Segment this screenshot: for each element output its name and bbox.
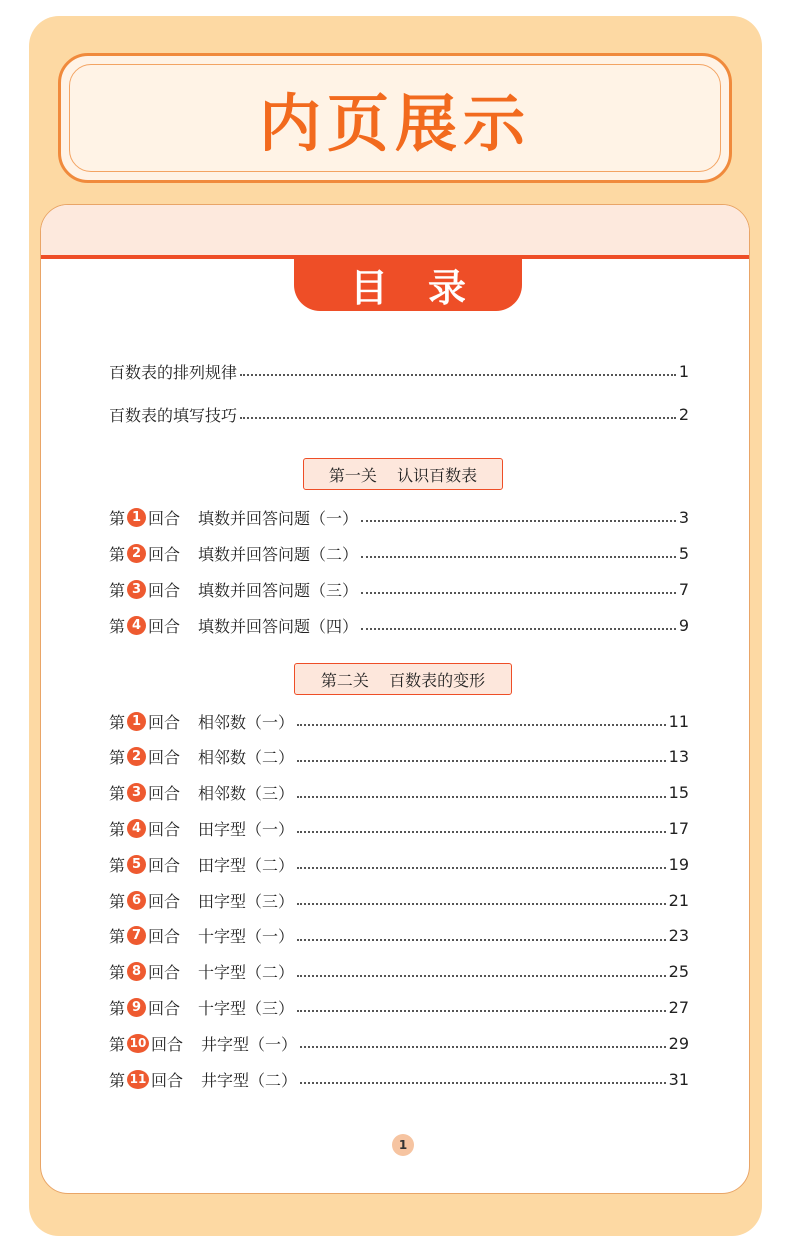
page-title: 内页展示 bbox=[258, 86, 531, 160]
toc-entry-label: 百数表的填写技巧 bbox=[109, 405, 238, 425]
round-prefix: 第 bbox=[109, 508, 126, 528]
dot-leader bbox=[297, 760, 666, 762]
dot-leader bbox=[240, 417, 676, 419]
round-label bbox=[109, 745, 294, 768]
round-number-badge: 9 bbox=[127, 998, 146, 1017]
round-prefix: 第 bbox=[109, 748, 126, 768]
round-prefix: 第 bbox=[109, 616, 126, 636]
round-number-badge: 1 bbox=[127, 712, 146, 731]
toc-entry-page: 31 bbox=[668, 1069, 689, 1089]
dot-leader bbox=[361, 628, 676, 630]
toc-entry-page: 9 bbox=[678, 615, 689, 635]
toc-entry-title: 井字型（一） bbox=[201, 1034, 298, 1054]
toc-entry-title: 相邻数（一） bbox=[198, 712, 295, 732]
toc-entry-page: 29 bbox=[668, 1033, 689, 1053]
round-label bbox=[109, 889, 294, 912]
toc-entry[interactable] bbox=[109, 359, 689, 383]
round-label bbox=[109, 614, 358, 637]
toc-entry-title: 十字型（一） bbox=[198, 927, 295, 947]
round-label bbox=[109, 853, 294, 876]
toc-entry-page: 11 bbox=[668, 711, 689, 731]
round-number-badge: 2 bbox=[127, 747, 146, 766]
round-label bbox=[109, 960, 294, 983]
toc-round-entry[interactable] bbox=[109, 745, 689, 769]
round-suffix: 回合 bbox=[151, 1070, 184, 1090]
toc-entry-page: 2 bbox=[678, 404, 689, 424]
round-suffix: 回合 bbox=[148, 616, 181, 636]
dot-leader bbox=[361, 556, 676, 558]
dot-leader bbox=[297, 975, 666, 977]
round-suffix: 回合 bbox=[148, 891, 181, 911]
toc-entry-page: 17 bbox=[668, 818, 689, 838]
toc-entry-title: 田字型（一） bbox=[198, 819, 295, 839]
round-label bbox=[109, 996, 294, 1019]
round-suffix: 回合 bbox=[148, 544, 181, 564]
round-number-badge: 10 bbox=[127, 1034, 149, 1053]
toc-round-entry[interactable] bbox=[109, 1031, 689, 1055]
toc-entry-page: 25 bbox=[668, 962, 689, 982]
page-number-badge: 1 bbox=[392, 1134, 414, 1156]
round-prefix: 第 bbox=[109, 963, 126, 983]
dot-leader bbox=[361, 592, 676, 594]
round-number-badge: 1 bbox=[127, 508, 146, 527]
dot-leader bbox=[240, 374, 676, 376]
round-label bbox=[109, 506, 358, 529]
round-suffix: 回合 bbox=[148, 748, 181, 768]
round-prefix: 第 bbox=[109, 712, 126, 732]
dot-leader bbox=[297, 867, 666, 869]
round-suffix: 回合 bbox=[148, 855, 181, 875]
round-suffix: 回合 bbox=[148, 508, 181, 528]
dot-leader bbox=[300, 1046, 666, 1048]
toc-entry-page: 19 bbox=[668, 854, 689, 874]
round-suffix: 回合 bbox=[148, 712, 181, 732]
toc-entry-title: 田字型（三） bbox=[198, 891, 295, 911]
round-suffix: 回合 bbox=[148, 819, 181, 839]
toc-round-entry[interactable] bbox=[109, 888, 689, 912]
toc-title: 目录 bbox=[294, 257, 522, 311]
toc-round-entry[interactable] bbox=[109, 852, 689, 876]
round-label bbox=[109, 817, 294, 840]
toc-entry[interactable] bbox=[109, 402, 689, 426]
toc-entry-title: 填数并回答问题（一） bbox=[198, 508, 359, 528]
round-suffix: 回合 bbox=[148, 963, 181, 983]
round-suffix: 回合 bbox=[148, 998, 181, 1018]
toc-entry-title: 十字型（三） bbox=[198, 998, 295, 1018]
dot-leader bbox=[297, 903, 666, 905]
toc-round-entry[interactable] bbox=[109, 613, 689, 637]
toc-entry-page: 27 bbox=[668, 997, 689, 1017]
round-number-badge: 3 bbox=[127, 580, 146, 599]
toc-entry-title: 相邻数（三） bbox=[198, 784, 295, 804]
toc-entry-page: 5 bbox=[678, 543, 689, 563]
dot-leader bbox=[297, 1010, 666, 1012]
card-header-band bbox=[41, 205, 749, 255]
toc-round-entry[interactable] bbox=[109, 924, 689, 948]
round-prefix: 第 bbox=[109, 580, 126, 600]
round-number-badge: 5 bbox=[127, 855, 146, 874]
dot-leader bbox=[297, 724, 666, 726]
toc-entry-label: 百数表的排列规律 bbox=[109, 362, 238, 382]
round-suffix: 回合 bbox=[148, 927, 181, 947]
round-number-badge: 8 bbox=[127, 962, 146, 981]
round-number-badge: 4 bbox=[127, 616, 146, 635]
toc-entry-title: 填数并回答问题（四） bbox=[198, 616, 359, 636]
toc-entry-title: 填数并回答问题（二） bbox=[198, 544, 359, 564]
round-suffix: 回合 bbox=[148, 580, 181, 600]
round-label bbox=[109, 1068, 297, 1091]
toc-round-entry[interactable] bbox=[109, 960, 689, 984]
toc-round-entry[interactable] bbox=[109, 781, 689, 805]
round-prefix: 第 bbox=[109, 544, 126, 564]
round-prefix: 第 bbox=[109, 1070, 126, 1090]
toc-entry-page: 15 bbox=[668, 783, 689, 803]
round-number-badge: 6 bbox=[127, 891, 146, 910]
toc-entry-title: 填数并回答问题（三） bbox=[198, 580, 359, 600]
dot-leader bbox=[297, 939, 666, 941]
toc-entry-title: 相邻数（二） bbox=[198, 748, 295, 768]
round-suffix: 回合 bbox=[148, 784, 181, 804]
toc-entry-title: 十字型（二） bbox=[198, 963, 295, 983]
round-label bbox=[109, 1032, 297, 1055]
toc-entry-page: 1 bbox=[678, 361, 689, 381]
toc-entry-page: 21 bbox=[668, 890, 689, 910]
round-prefix: 第 bbox=[109, 998, 126, 1018]
toc-card bbox=[40, 204, 750, 1194]
round-number-badge: 2 bbox=[127, 544, 146, 563]
round-prefix: 第 bbox=[109, 855, 126, 875]
title-banner bbox=[58, 53, 732, 183]
toc-round-entry[interactable] bbox=[109, 816, 689, 840]
toc-entry-page: 7 bbox=[678, 579, 689, 599]
round-prefix: 第 bbox=[109, 891, 126, 911]
toc-entry-page: 23 bbox=[668, 926, 689, 946]
toc-entry-title: 井字型（二） bbox=[201, 1070, 298, 1090]
toc-entry-page: 13 bbox=[668, 747, 689, 767]
round-number-badge: 4 bbox=[127, 819, 146, 838]
toc-round-entry[interactable] bbox=[109, 1067, 689, 1091]
round-label bbox=[109, 710, 294, 733]
round-prefix: 第 bbox=[109, 1034, 126, 1054]
round-prefix: 第 bbox=[109, 784, 126, 804]
round-number-badge: 7 bbox=[127, 926, 146, 945]
toc-round-entry[interactable] bbox=[109, 995, 689, 1019]
round-suffix: 回合 bbox=[151, 1034, 184, 1054]
round-label bbox=[109, 924, 294, 947]
round-prefix: 第 bbox=[109, 819, 126, 839]
toc-round-entry[interactable] bbox=[109, 505, 689, 529]
round-number-badge: 3 bbox=[127, 783, 146, 802]
round-label bbox=[109, 781, 294, 804]
round-number-badge: 11 bbox=[127, 1070, 149, 1089]
toc-round-entry[interactable] bbox=[109, 709, 689, 733]
dot-leader bbox=[297, 796, 666, 798]
toc-round-entry[interactable] bbox=[109, 577, 689, 601]
section-header-level-1: 第一关 认识百数表 bbox=[303, 458, 503, 490]
dot-leader bbox=[361, 520, 676, 522]
dot-leader bbox=[300, 1082, 666, 1084]
round-label bbox=[109, 578, 358, 601]
toc-entry-page: 3 bbox=[678, 507, 689, 527]
toc-entry-title: 田字型（二） bbox=[198, 855, 295, 875]
round-prefix: 第 bbox=[109, 927, 126, 947]
section-header-level-2: 第二关 百数表的变形 bbox=[294, 663, 512, 695]
round-label bbox=[109, 542, 358, 565]
toc-round-entry[interactable] bbox=[109, 541, 689, 565]
dot-leader bbox=[297, 831, 666, 833]
